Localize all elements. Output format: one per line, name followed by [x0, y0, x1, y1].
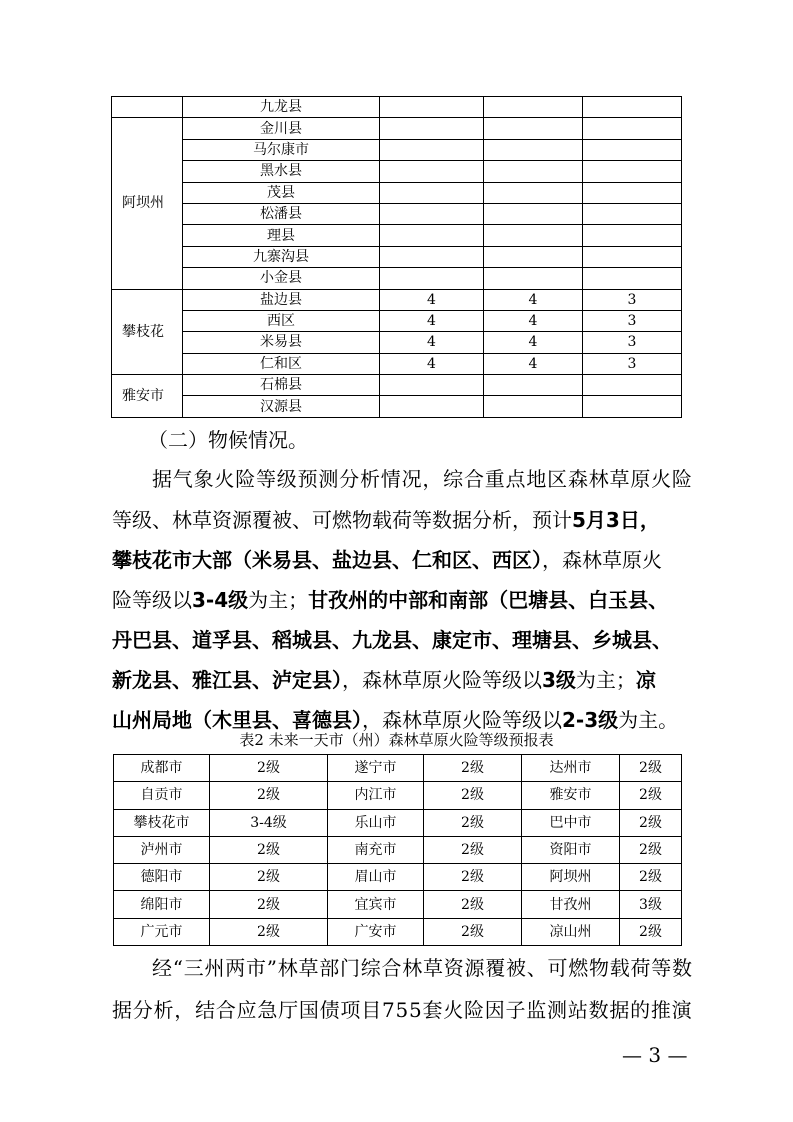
paragraph-line: [112, 708, 692, 732]
table-row: [112, 118, 682, 139]
county-cell: 松潘县: [183, 203, 380, 224]
prefecture-cell: 攀枝花: [112, 289, 183, 375]
city-cell: 内江市: [328, 782, 424, 809]
city-cell: 德阳市: [114, 864, 210, 891]
city-cell: 阿坝州: [522, 864, 620, 891]
table-row: [114, 755, 682, 782]
table-row: [112, 246, 682, 267]
table-row: [112, 161, 682, 182]
county-cell: 小金县: [183, 268, 380, 289]
city-cell: 达州市: [522, 755, 620, 782]
city-cell: 泸州市: [114, 836, 210, 863]
risk-level-cell: 2级: [620, 755, 682, 782]
risk-level-cell: [583, 203, 682, 224]
risk-level-cell: [380, 97, 484, 118]
risk-level-cell: 2级: [620, 918, 682, 945]
risk-level-cell: 2级: [424, 755, 522, 782]
table-row: [112, 268, 682, 289]
risk-level-cell: [484, 246, 583, 267]
bold-text: 5月3日，: [572, 508, 660, 532]
county-cell: 九龙县: [183, 97, 380, 118]
city-cell: 眉山市: [328, 864, 424, 891]
table-row: [114, 864, 682, 891]
risk-level-cell: 4: [380, 310, 484, 331]
bold-text: 攀枝花市大部（米易县、盐边县、仁和区、西区）: [112, 548, 542, 572]
prefecture-cell: 阿坝州: [112, 118, 183, 289]
table-row: [112, 225, 682, 246]
paragraph-line: 经 “ 三 州 两 市 ” 林 草 部 门 综 合 林 草 资 源 覆 被 、 可 燃 物 载 荷 等 数: [152, 956, 692, 980]
risk-level-cell: 2级: [424, 809, 522, 836]
risk-level-cell: 2级: [620, 782, 682, 809]
text-run: ，森林草原火险等级以: [362, 708, 562, 732]
risk-level-cell: [380, 268, 484, 289]
risk-level-cell: [583, 396, 682, 417]
risk-level-cell: 2级: [210, 782, 328, 809]
risk-level-cell: [484, 118, 583, 139]
risk-level-cell: 2级: [210, 836, 328, 863]
city-cell: 广元市: [114, 918, 210, 945]
risk-level-cell: [583, 246, 682, 267]
risk-level-cell: [380, 246, 484, 267]
section-heading: （二）物候情况。: [148, 428, 308, 452]
risk-level-cell: [583, 182, 682, 203]
text-run: 为主。: [618, 708, 679, 732]
text-run: 等级、林草资源覆被、可燃物载荷等数据分析，预计: [112, 508, 572, 532]
risk-level-cell: [484, 225, 583, 246]
table-row: [114, 836, 682, 863]
county-cell: 黑水县: [183, 161, 380, 182]
risk-level-cell: [583, 225, 682, 246]
table-row: [112, 139, 682, 160]
county-cell: 仁和区: [183, 353, 380, 374]
risk-level-cell: 3-4级: [210, 809, 328, 836]
city-cell: 乐山市: [328, 809, 424, 836]
risk-level-cell: 4: [484, 310, 583, 331]
risk-level-cell: [484, 182, 583, 203]
risk-level-cell: [484, 268, 583, 289]
risk-level-cell: [583, 268, 682, 289]
paragraph-line: 据 分 析 ， 结 合 应 急 厅 国 债 项 目 7 5 5 套 火 险 因 子 监 测 站 数 据 的 推 演: [112, 998, 692, 1022]
risk-level-cell: [583, 139, 682, 160]
city-cell: 攀枝花市: [114, 809, 210, 836]
risk-level-cell: [484, 161, 583, 182]
risk-level-cell: 2级: [620, 809, 682, 836]
risk-level-cell: [380, 396, 484, 417]
risk-level-cell: [380, 182, 484, 203]
city-cell: 自贡市: [114, 782, 210, 809]
city-cell: 巴中市: [522, 809, 620, 836]
table-row: [114, 782, 682, 809]
county-cell: 茂县: [183, 182, 380, 203]
county-cell: 九寨沟县: [183, 246, 380, 267]
table-row: [112, 203, 682, 224]
city-fire-forecast-table: [113, 754, 682, 946]
county-cell: 金川县: [183, 118, 380, 139]
page-number: — 3 —: [622, 1043, 688, 1067]
table-row: [112, 375, 682, 396]
risk-level-cell: [484, 375, 583, 396]
risk-level-cell: 4: [380, 353, 484, 374]
risk-level-cell: [583, 161, 682, 182]
risk-level-cell: 2级: [620, 864, 682, 891]
prefecture-cell: [112, 97, 183, 118]
risk-level-cell: 4: [484, 289, 583, 310]
risk-level-cell: [380, 375, 484, 396]
county-cell: 石棉县: [183, 375, 380, 396]
county-fire-risk-table: [111, 96, 682, 418]
risk-level-cell: 2级: [424, 891, 522, 918]
risk-level-cell: [583, 118, 682, 139]
city-cell: 绵阳市: [114, 891, 210, 918]
risk-level-cell: 4: [484, 332, 583, 353]
risk-level-cell: 3级: [620, 891, 682, 918]
city-cell: 广安市: [328, 918, 424, 945]
paragraph-line: [112, 588, 692, 612]
table2-caption: 表2 未来一天市（州）森林草原火险等级预报表: [239, 731, 554, 749]
bold-text: 甘孜州的中部和南部（巴塘县、白玉县、: [308, 588, 669, 612]
risk-level-cell: 4: [380, 289, 484, 310]
county-cell: 盐边县: [183, 289, 380, 310]
city-cell: 凉山州: [522, 918, 620, 945]
bold-text: 凉: [635, 668, 656, 692]
county-cell: 米易县: [183, 332, 380, 353]
risk-level-cell: [484, 396, 583, 417]
text-run: 为主；: [575, 668, 636, 692]
city-cell: 宜宾市: [328, 891, 424, 918]
risk-level-cell: [380, 118, 484, 139]
table-row: [112, 396, 682, 417]
risk-level-cell: 2级: [210, 755, 328, 782]
risk-level-cell: 3: [583, 353, 682, 374]
city-cell: 资阳市: [522, 836, 620, 863]
risk-level-cell: 2级: [424, 836, 522, 863]
paragraph-line: [112, 628, 692, 652]
risk-level-cell: 2级: [424, 864, 522, 891]
risk-level-cell: [484, 203, 583, 224]
risk-level-cell: 3: [583, 332, 682, 353]
risk-level-cell: 3: [583, 310, 682, 331]
risk-level-cell: 3: [583, 289, 682, 310]
bold-text: 3-4级: [192, 588, 249, 612]
bold-text: 山州局地（木里县、喜德县）: [112, 708, 362, 732]
text-run: ，森林草原火: [542, 548, 662, 572]
table-row: [112, 182, 682, 203]
paragraph-line: [112, 548, 692, 572]
text-run: ，森林草原火险等级以: [342, 668, 542, 692]
risk-level-cell: [583, 375, 682, 396]
city-cell: 甘孜州: [522, 891, 620, 918]
county-cell: 理县: [183, 225, 380, 246]
table-row: [114, 918, 682, 945]
table-row: [112, 289, 682, 310]
risk-level-cell: 2级: [210, 918, 328, 945]
risk-level-cell: 2级: [424, 918, 522, 945]
bold-text: 丹巴县、道孚县、稻城县、九龙县、康定市、理塘县、乡城县、: [112, 628, 672, 652]
risk-level-cell: [380, 203, 484, 224]
risk-level-cell: [583, 97, 682, 118]
city-cell: 遂宁市: [328, 755, 424, 782]
table-row: [114, 809, 682, 836]
table-row: [112, 97, 682, 118]
risk-level-cell: [484, 97, 583, 118]
table-row: [112, 332, 682, 353]
risk-level-cell: 4: [484, 353, 583, 374]
risk-level-cell: [380, 225, 484, 246]
text-run: 为主；: [248, 588, 309, 612]
table-row: [112, 310, 682, 331]
risk-level-cell: 2级: [424, 782, 522, 809]
table-row: [114, 891, 682, 918]
county-cell: 马尔康市: [183, 139, 380, 160]
prefecture-cell: 雅安市: [112, 375, 183, 418]
risk-level-cell: [380, 161, 484, 182]
paragraph-line: [112, 668, 692, 692]
city-cell: 成都市: [114, 755, 210, 782]
table-row: [112, 353, 682, 374]
bold-text: 3级: [542, 668, 576, 692]
risk-level-cell: [380, 139, 484, 160]
bold-text: 2-3级: [562, 708, 619, 732]
risk-level-cell: 2级: [210, 864, 328, 891]
county-cell: 西区: [183, 310, 380, 331]
county-cell: 汉源县: [183, 396, 380, 417]
bold-text: 新龙县、雅江县、泸定县）: [112, 668, 342, 692]
risk-level-cell: 4: [380, 332, 484, 353]
risk-level-cell: 2级: [620, 836, 682, 863]
risk-level-cell: 2级: [210, 891, 328, 918]
text-run: 险等级以: [112, 588, 192, 612]
city-cell: 南充市: [328, 836, 424, 863]
paragraph-line: 据 气 象 火 险 等 级 预 测 分 析 情 况 ， 综 合 重 点 地 区 森 林 草 原 火 险: [152, 467, 692, 491]
risk-level-cell: [484, 139, 583, 160]
city-cell: 雅安市: [522, 782, 620, 809]
paragraph-line: [112, 508, 692, 532]
